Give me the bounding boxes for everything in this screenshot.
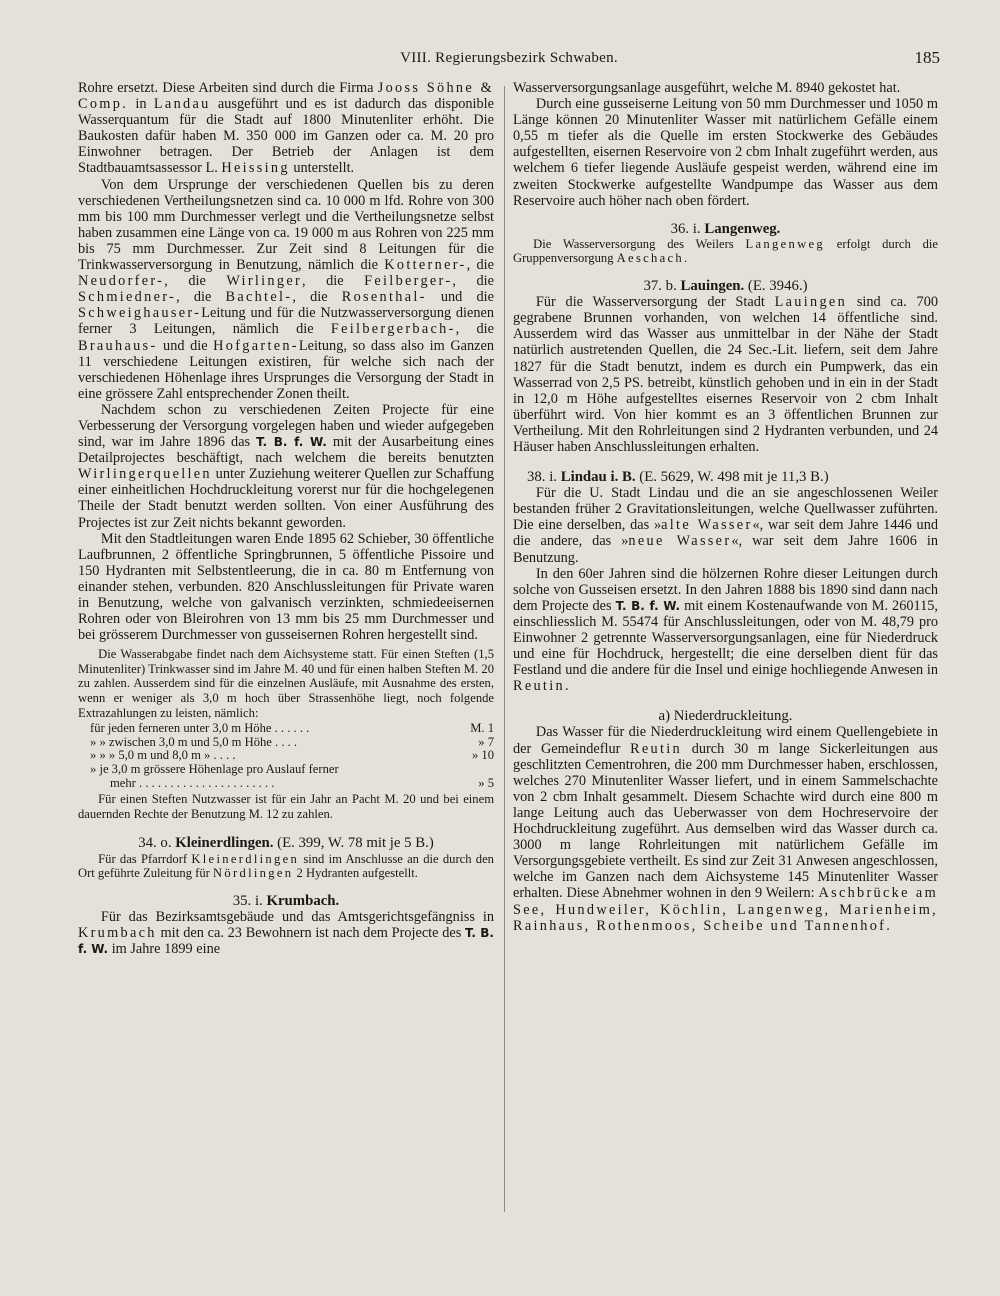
pipeline-name: neue Wasser (628, 533, 732, 550)
source-name: Wirlingerquellen (78, 466, 212, 483)
pipeline-name: Wirlinger (226, 273, 303, 290)
place-name: Reutin (513, 678, 565, 695)
section-name: Krumbach. (266, 892, 340, 909)
place-name: Nördlingen (213, 866, 294, 881)
table-cell-value: M. 1 (470, 721, 494, 736)
table-cell-value: » 7 (478, 734, 494, 749)
paragraph (78, 80, 494, 177)
running-header (78, 46, 940, 72)
section-number: 34. o. (138, 835, 176, 852)
text: . (684, 251, 688, 266)
text: Von dem Ursprunge der verschiedenen Quellen bis zu deren verschiedenen Vertheilungsnetzen sind ca. 10 000 m lfd. Rohre von 300 mm bis 100 mm Durchmesser verlegt und die Vertheilungsnetze selbst haben zusammen eine Länge von ca. 19 000 m aus Rohren von 225 mm bis 75 mm Durchmesser. Zur Zeit sind 8 Leitungen für die Trinkwasserversorgung in Benutzung, nämlich die (78, 176, 494, 274)
text: sind ca. 700 gegrabene Brunnen vorhanden, von welchen 14 öffentliche sind. Ausserdem wird das Wasser aus unmittelbar in der Nähe der Stadt natürlich austretenden Quellen, die 24 Sec.-Lit. liefern, seit dem Jahre 1827 für die Stadt benutzt, indem es durch ein Pumpwerk, das ein Wasserrad von 2,5 PS. betreibt, künstlich gehoben und in ein in der Stadt in 12,0 m Höhe aufgestelltes eisernes Reservoir von 2 cbm Inhalt überführt wird. Von hier kommt es an 3 öffentlichen Brunnen zur Vertheilung. Mit den Rohrleitungen sind 2 Hydranten verbunden, und 24 Häuser haben Anschlussleitungen erhalten. (513, 294, 938, 455)
text: Nachdem schon zu verschiedenen Zeiten Projecte für eine Verbesserung der Versorgung vorgelegen haben und wieder aufgegeben sind, war im Jahre 1896 das (78, 401, 494, 451)
left-column (78, 80, 494, 957)
fine-print-block (78, 852, 494, 881)
table-row (78, 777, 494, 791)
pipeline-name: alte Wasser (661, 517, 753, 534)
text: «, war seit dem Jahre 1446 und die andere, das » (513, 517, 938, 550)
section-name: Lindau i. B. (560, 469, 636, 486)
paragraph (513, 294, 938, 455)
pipeline-name: Feilberger- (364, 273, 453, 290)
section-heading-38 (513, 469, 938, 485)
text: unterstellt. (289, 160, 355, 177)
pipeline-name: Rosenthal- (341, 289, 427, 306)
paragraph: Durch eine gusseiserne Leitung von 50 mm Durchmesser und 1050 m Länge können 20 Minutenliter Wasser mit natürlichem Gefälle einem 0,55 m tiefer als die Quelle im ersten Stockwerke des Gebäudes aufgestellten, eisernen Reservoire von 2 cbm Inhalt zugeführt werden, aus welchem 6 tiefer liegende Ausläufe gespeist werden, während eine im zweiten Stockwerke aufgestellte Wandpumpe das Wasser aus dem Reservoire auch höher nach oben fördert. (513, 96, 938, 209)
subsection-heading (513, 708, 938, 724)
text: sind im Anschlusse an die durch den Ort geführte Zuleitung für (78, 851, 494, 881)
section-number: 37. b. (643, 278, 681, 295)
place-name: Krumbach (78, 924, 157, 941)
text: Die Wasserversorgung des Weilers (533, 236, 746, 251)
text: , die (302, 273, 365, 290)
text: mit der Ausarbeitung eines Detailprojectes beschäftigt, nach welchem die bereits benutzten (78, 434, 494, 467)
section-number: 38. i. (527, 469, 561, 486)
table-row (78, 763, 494, 777)
text: durch 30 m lange Sickerleitungen aus geschlitzten Cementrohren, die 200 mm Durchmesser haben, erschlossen, welches 270 Minutenliter Wasser liefert, und in einem Sammelschachte von 2 cbm Inhalt gesammelt. Diesem Schachte wird durch eine 800 m lange Leitung auch das Ueberwasser von dem Hochreservoire der Hochdruckleitung zugeführt. Aus demselben wird das Wasser durch ca. 3000 m lange Rohrleitungen mit natürlichem Gefälle im Versorgungsgebiete vertheilt. Es sind zur Zeit 31 Anwesen angeschlossen, welche im Ganzen nach dem Aichsysteme 145 Minutenliter Wasser erhalten. Diese Abnehmer wohnen in den 9 Weilern: (513, 740, 938, 902)
text: unter Zuziehung weiterer Quellen zur Schaffung einer einheitlichen Hochdruckleitung vorerst nur für die hochgelegenen Theile der Stadt benutzt werden sollten. Von einer Ausführung des Projectes ist zur Zeit nichts bekannt geworden. (78, 466, 494, 531)
table-cell-label: » je 3,0 m grössere Höhenlage pro Auslauf ferner (90, 763, 339, 777)
page-number: 185 (914, 48, 940, 67)
section-stats: (E. 3946.) (744, 278, 808, 295)
subsection-title: a) Niederdruckleitung. (658, 708, 793, 725)
paragraph (78, 909, 494, 957)
paragraph (513, 237, 938, 266)
text: mit einem Kostenaufwande von M. 260115, einschliesslich M. 55474 für Anschlussleitungen, oder von M. 48,79 pro Einwohner 2 getrennte Wasserversorgungsanlagen, eine für Niederdruck und eine für Hochdruck, hergestellt; die eine derselben dient für das Festland und die andere für die Insel und einige hochliegende Anwesen in (513, 597, 938, 679)
text: und die (157, 337, 214, 354)
table-cell-label: » » » 5,0 m und 8,0 m » . . . . (90, 749, 236, 763)
fine-print-block (78, 647, 494, 821)
section-number: 36. i. (670, 220, 705, 237)
section-name: Langenweg. (704, 220, 781, 237)
abbreviation: T. B. f. W. (78, 925, 494, 956)
paragraph (78, 402, 494, 531)
text: Für das Pfarrdorf (98, 851, 192, 866)
place-name: Lauingen (774, 294, 848, 311)
text: im Jahre 1899 eine (108, 940, 221, 957)
place-name: Aeschach (616, 251, 685, 266)
abbreviation: T. B. f. W. (615, 598, 681, 613)
table-row (78, 736, 494, 750)
text: mit den ca. 23 Bewohnern ist nach dem Projecte des (156, 924, 466, 941)
paragraph: Für einen Steften Nutzwasser ist für ein Jahr an Pacht M. 20 und bei einem dauernden Rechte der Benutzung M. 12 zu zahlen. (78, 792, 494, 821)
section-heading-37 (513, 278, 938, 294)
paragraph: Wasserversorgungsanlage ausgeführt, welche M. 8940 gekostet hat. (513, 80, 901, 96)
text: , die (455, 321, 494, 338)
table-cell-label: für jeden ferneren unter 3,0 m Höhe . . . . . . (90, 722, 310, 736)
fine-print-block (513, 237, 938, 266)
text: Das Wasser für die Niederdruckleitung wird einem Quellengebiete in der Gemeindeflur (513, 724, 938, 757)
tariff-table (78, 722, 494, 790)
pipeline-name: Feilbergerbach- (330, 321, 456, 338)
text: Rohre ersetzt. Diese Arbeiten sind durch die Firma (78, 80, 374, 96)
table-row (78, 749, 494, 763)
pipeline-name: Schmiedner- (78, 289, 177, 306)
pipeline-name: Schweighauser- (78, 305, 202, 322)
text: und die (426, 289, 494, 306)
place-list: Aschbrücke am See, Hundweiler, Köchlin, Langenweg, Marienheim, Rainhaus, Rothenmoos, Scheibe und Tannenhof (513, 885, 938, 934)
section-heading-36 (513, 221, 938, 237)
text: , die (452, 273, 494, 290)
text: ausgeführt und es ist dadurch das disponible Wasserquantum für die Stadt auf 1800 Minutenliter erhöht. Die Baukosten dafür haben M. 350 000 im Ganzen oder ca. M. 20 pro Einwohner betragen. Der Betrieb der Anlagen ist dem Stadtbauamtsassessor L. (78, 96, 494, 177)
text: Leitung und für die Nutzwasserversorgung dienen ferner 3 Leitungen, nämlich die (78, 305, 494, 338)
pipeline-name: Bachtel- (225, 289, 293, 306)
table-cell-label: » » zwischen 3,0 m und 5,0 m Höhe . . . . (90, 735, 298, 749)
pipeline-name: Hofgarten- (213, 337, 299, 354)
chapter-title: VIII. Regierungsbezirk Schwaben. (400, 50, 618, 66)
place-name: Langenweg (745, 236, 825, 251)
text: Für die Wasserversorgung der Stadt (535, 294, 775, 311)
text: Leitung, so dass also im Ganzen 11 verschiedene Leitungen existiren, für welche sich nach der verschiedenen Höhenlage ihres Ursprunges die Versorgung der Stadt in eine grössere Zahl entsprechender Zonen theilt. (78, 337, 494, 402)
text: . (564, 678, 569, 695)
text: , die (176, 289, 226, 306)
company-name: Jooss Söhne & Comp. (78, 80, 494, 113)
place-name: Reutin (630, 740, 683, 757)
text: 2 Hydranten aufgestellt. (293, 866, 418, 881)
person-name: Heissing (221, 160, 290, 177)
paragraph: Mit den Stadtleitungen waren Ende 1895 62 Schieber, 30 öffentliche Laufbrunnen, 2 öffentliche Springbrunnen, 5 öffentliche Pissoire und 150 Hydranten mit Selbstentleerung, die in ca. 80 m Entfernung von einander stehen, verbunden. 820 Anschlussleitungen für Private waren in Benutzung, welche von galvanisch verzinkten, schmiedeeisernen Rohren oder von Bleirohren von 13 mm bis 25 mm Durchmesser und bei grösserem Durchmesser von gusseisernen Rohren hergestellt sind. (78, 530, 494, 644)
table-cell-value: » 10 (471, 748, 494, 763)
paragraph (513, 485, 938, 565)
section-number: 35. i. (232, 892, 267, 909)
section-heading-35 (78, 893, 494, 909)
paragraph (513, 566, 938, 695)
table-cell-value (434, 763, 494, 777)
paragraph (78, 177, 494, 402)
text: in (128, 96, 154, 113)
table-row (78, 722, 494, 736)
right-column (513, 80, 938, 934)
section-stats: (E. 5629, W. 498 mit je 11,3 B.) (635, 469, 829, 486)
column-divider (504, 86, 505, 1212)
text: In den 60er Jahren sind die hölzernen Rohre dieser Leitungen durch solche von Gusseisen ersetzt. In den Jahren 1888 bis 1890 sind dann nach dem Projecte des (513, 565, 938, 614)
section-stats: (E. 399, W. 78 mit je 5 B.) (273, 835, 434, 852)
pipeline-name: Kotterner- (384, 257, 467, 274)
pipeline-name: Neudorfer- (78, 273, 165, 290)
text: Für die U. Stadt Lindau und die an sie angeschlossenen Weiler bestanden früher 2 Gravitationsleitungen, welche Quellwasser zuführten. Die eine derselben, das » (513, 485, 938, 534)
text: Für das Bezirksamtsgebäude und das Amtsgerichtsgefängniss in (100, 908, 494, 925)
abbreviation: T. B. f. W. (256, 435, 327, 450)
paragraph (513, 724, 938, 933)
text: , die (466, 257, 494, 274)
place-name: Landau (153, 96, 211, 113)
text: . (886, 917, 890, 934)
table-cell-label: mehr . . . . . . . . . . . . . . . . . . . . . . (110, 776, 275, 790)
paragraph (78, 852, 494, 881)
text: erfolgt durch die Gruppenversorgung (513, 236, 938, 266)
section-name: Kleinerdlingen. (175, 835, 274, 852)
place-name: Kleinerdlingen (191, 851, 300, 866)
text: , die (292, 289, 342, 306)
pipeline-name: Brauhaus- (78, 337, 158, 354)
section-heading-34 (78, 835, 494, 851)
table-cell-value: » 5 (478, 775, 494, 790)
section-name: Lauingen. (680, 278, 745, 295)
paragraph: Die Wasserabgabe findet nach dem Aichsysteme statt. Für einen Steften (1,5 Minutenliter) Trinkwasser sind im Jahre M. 40 und für einen halben Steften M. 20 zu zahlen. Ausserdem sind für die einzelnen Ausläufe, mit Ausnahme des ersten, wenn er weniger als 3,0 m hoch über Strassenhöhe liegt, noch folgende Extrazahlungen zu leisten, nämlich: (78, 647, 494, 720)
text: «, war seit dem Jahre 1606 in Benutzung. (513, 533, 938, 566)
text: , die (164, 273, 227, 290)
